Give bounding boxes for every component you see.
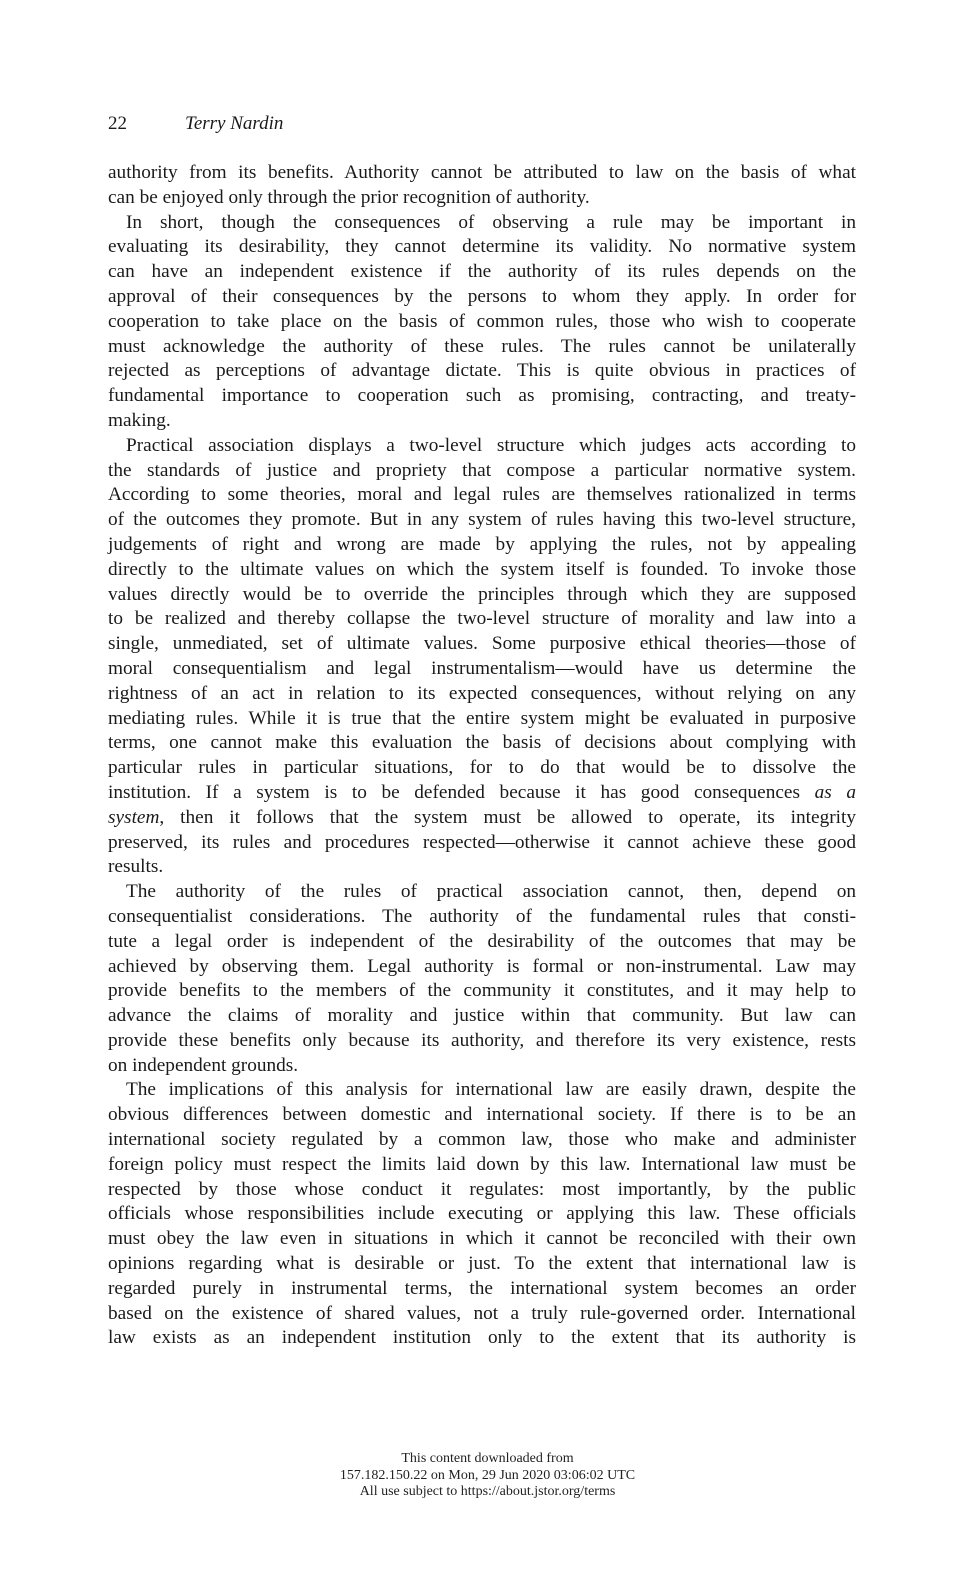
emphasis: as a xyxy=(814,781,856,803)
text-line: based on the existence of shared values, not a truly rule-governed order. International xyxy=(108,1302,856,1324)
text-line: single, unmediated, set of ultimate values. Some purposive ethical theories—those of xyxy=(108,633,856,655)
paragraph xyxy=(108,211,856,434)
paragraph xyxy=(108,1078,856,1351)
text-line: obvious differences between domestic and international society. If there is to be an xyxy=(108,1104,856,1126)
text-line: approval of their consequences by the persons to whom they apply. In order for xyxy=(108,285,856,307)
text-line: preserved, its rules and procedures respected—otherwise it cannot achieve these good xyxy=(108,831,856,853)
running-head xyxy=(108,112,283,136)
text-line: tute a legal order is independent of the desirability of the outcomes that may be xyxy=(108,930,856,952)
article-body xyxy=(108,161,856,1351)
text-line: the standards of justice and propriety that compose a particular normative system. xyxy=(108,459,856,481)
emphasis: system xyxy=(108,806,160,828)
text-line: The implications of this analysis for international law are easily drawn, despite the xyxy=(126,1079,856,1101)
text-line: rightness of an act in relation to its expected consequences, without relying on any xyxy=(108,682,856,704)
text-line: cooperation to take place on the basis of common rules, those who wish to cooperate xyxy=(108,310,856,332)
text-line: fundamental importance to cooperation such as promising, contracting, and treaty- xyxy=(108,385,856,407)
text-line: consequentialist considerations. The authority of the fundamental rules that consti- xyxy=(108,905,856,927)
text-line: In short, though the consequences of observing a rule may be important in xyxy=(126,211,856,233)
running-head-author: Terry Nardin xyxy=(185,113,284,134)
text-line: opinions regarding what is desirable or just. To the extent that international law is xyxy=(108,1253,856,1275)
terms-of-use-notice: All use subject to https://about.jstor.org/terms xyxy=(359,1484,616,1499)
paragraph xyxy=(108,434,856,880)
download-ip-timestamp: 157.182.150.22 on Mon, 29 Jun 2020 03:06:02 UTC xyxy=(339,1467,636,1483)
text-line: international society regulated by a common law, those who make and administer xyxy=(108,1129,856,1151)
text-line: provide these benefits only because its authority, and therefore its very existence, rests xyxy=(108,1029,856,1051)
text-line: results. xyxy=(108,856,164,878)
text-line: values directly would be to override the principles through which they are supposed xyxy=(108,583,856,605)
text-line: The authority of the rules of practical association cannot, then, depend on xyxy=(126,881,856,903)
text-line: law exists as an independent institution only to the extent that its authority is xyxy=(108,1327,856,1349)
text-line: Practical association displays a two-level structure which judges acts according to xyxy=(126,434,856,456)
text-line: rejected as perceptions of advantage dictate. This is quite obvious in practices of xyxy=(108,360,856,382)
text-line: regarded purely in instrumental terms, the international system becomes an order xyxy=(108,1277,856,1299)
text-line: officials whose responsibilities include executing or applying this law. These officials xyxy=(108,1203,856,1225)
text-line: provide benefits to the members of the community it constitutes, and it may help to xyxy=(108,980,856,1002)
jstor-download-notice xyxy=(0,1451,975,1501)
text-line: particular rules in particular situations, for to do that would be to dissolve the xyxy=(108,757,856,779)
text-line: According to some theories, moral and legal rules are themselves rationalized in terms xyxy=(108,484,856,506)
download-notice-line: This content downloaded from xyxy=(401,1451,574,1466)
text-line: directly to the ultimate values on which the system itself is founded. To invoke those xyxy=(108,558,856,580)
text-line: advance the claims of morality and justice within that community. But law can xyxy=(108,1005,856,1027)
text-line: of the outcomes they promote. But in any system of rules having this two-level structure, xyxy=(108,509,856,531)
text-line: mediating rules. While it is true that the entire system might be evaluated in purposive xyxy=(108,707,856,729)
paragraph xyxy=(108,161,856,211)
text-line: achieved by observing them. Legal authority is formal or non-instrumental. Law may xyxy=(108,955,856,977)
page-number: 22 xyxy=(108,113,127,134)
text-line: moral consequentialism and legal instrumentalism—would have us determine the xyxy=(108,657,856,679)
text-line: must acknowledge the authority of these rules. The rules cannot be unilaterally xyxy=(108,335,856,357)
text-line: system, then it follows that the system must be allowed to operate, its integrity xyxy=(108,806,856,828)
text-line: can be enjoyed only through the prior recognition of authority. xyxy=(108,186,590,208)
paragraph xyxy=(108,880,856,1078)
text-line: evaluating its desirability, they cannot determine its validity. No normative system xyxy=(108,236,856,258)
text-line: making. xyxy=(108,409,171,431)
text-line: must obey the law even in situations in which it cannot be reconciled with their own xyxy=(108,1228,856,1250)
text-line: to be realized and thereby collapse the two-level structure of morality and law into a xyxy=(108,608,856,630)
text-line: institution. If a system is to be defended because it has good consequences as a xyxy=(108,781,856,803)
text-line: respected by those whose conduct it regulates: most importantly, by the public xyxy=(108,1178,856,1200)
text-line: on independent grounds. xyxy=(108,1054,299,1076)
text-line: authority from its benefits. Authority cannot be attributed to law on the basis of what xyxy=(108,162,856,183)
text-line: can have an independent existence if the authority of its rules depends on the xyxy=(108,261,856,283)
text-line: terms, one cannot make this evaluation the basis of decisions about complying with xyxy=(108,732,856,754)
text-line: judgements of right and wrong are made by applying the rules, not by appealing xyxy=(108,533,856,555)
text-line: foreign policy must respect the limits laid down by this law. International law must be xyxy=(108,1153,856,1175)
